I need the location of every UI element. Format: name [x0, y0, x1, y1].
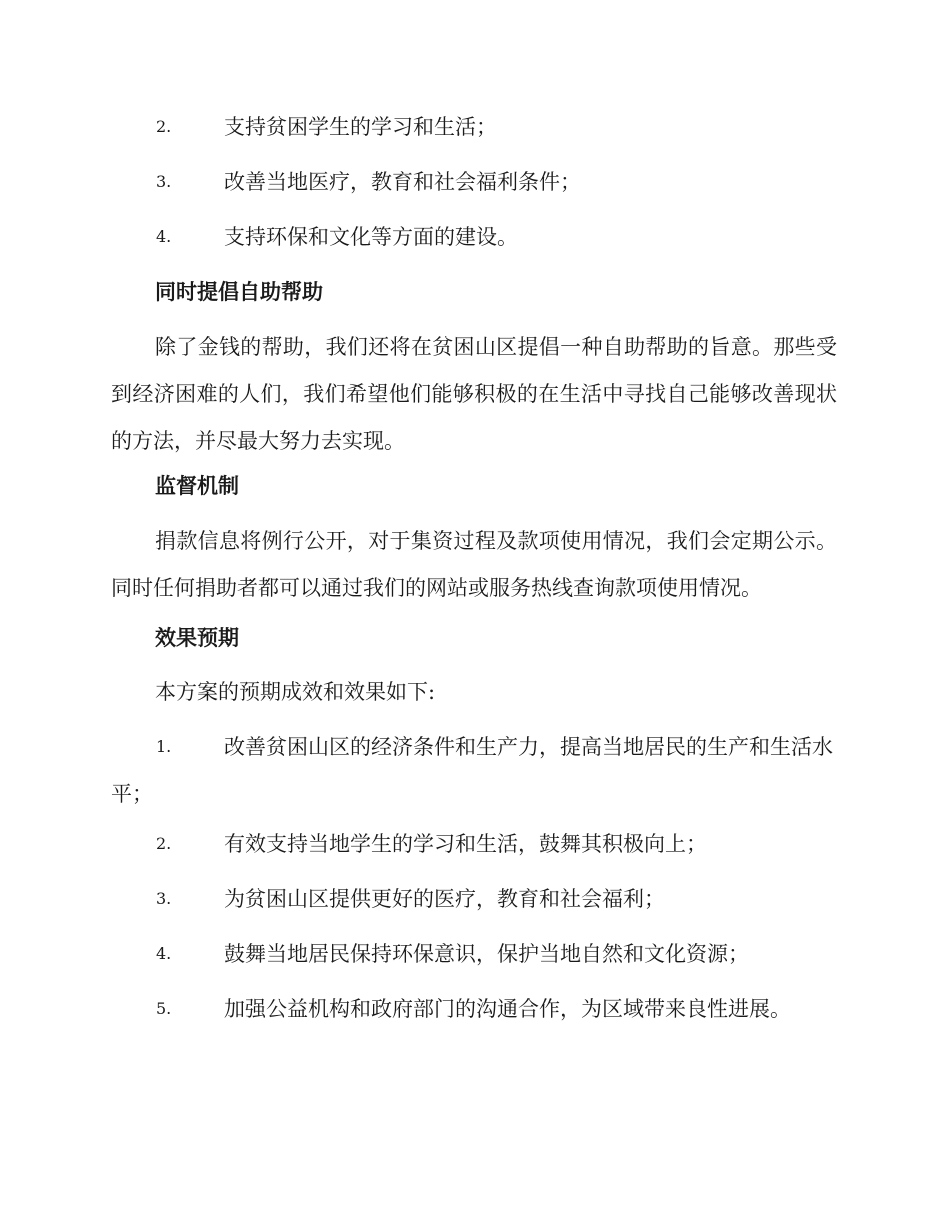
list-item: [0, 879, 950, 919]
list-item: [0, 989, 950, 1029]
list-item-text: 改善贫困山区的经济条件和生产力，提高当地居民的生产和生活水平；: [111, 735, 833, 806]
list-item: [0, 824, 950, 864]
list-number: 5.: [156, 999, 172, 1018]
list-item: [0, 107, 950, 147]
list-number: 4.: [156, 227, 172, 246]
section-heading: 同时提倡自助帮助: [155, 280, 323, 304]
section-heading: 监督机制: [155, 474, 239, 498]
list-number: 2.: [156, 117, 172, 136]
list-number: 2.: [156, 834, 172, 853]
list-number: 4.: [156, 944, 172, 963]
section-intro: 本方案的预期成效和效果如下:: [155, 680, 436, 704]
list-item-text: 有效支持当地学生的学习和生活，鼓舞其积极向上；: [224, 832, 707, 856]
list-item-text: 鼓舞当地居民保持环保意识，保护当地自然和文化资源；: [224, 942, 749, 966]
list-item: [0, 162, 950, 202]
list-item: [0, 217, 950, 257]
section-paragraph: 捐款信息将例行公开，对于集资过程及款项使用情况，我们会定期公示。同时任何捐助者都可以通过我们的网站或服务热线查询款项使用情况。: [111, 529, 837, 600]
list-item-text: 改善当地医疗，教育和社会福利条件；: [224, 170, 581, 194]
section-paragraph: 除了金钱的帮助，我们还将在贫困山区提倡一种自助帮助的旨意。那些受到经济困难的人们，我们希望他们能够积极的在生活中寻找自己能够改善现状的方法，并尽最大努力去实现。: [111, 335, 837, 453]
list-item-text: 为贫困山区提供更好的医疗，教育和社会福利；: [224, 887, 665, 911]
list-item-text: 支持贫困学生的学习和生活；: [224, 115, 497, 139]
section-heading: 效果预期: [155, 626, 239, 650]
list-item-text: 支持环保和文化等方面的建设。: [224, 225, 518, 249]
list-item-text: 加强公益机构和政府部门的沟通合作，为区域带来良性进展。: [224, 997, 791, 1021]
list-item: [0, 934, 950, 974]
list-number: 3.: [156, 889, 172, 908]
list-number: 3.: [156, 172, 172, 191]
list-number: 1.: [156, 737, 172, 756]
